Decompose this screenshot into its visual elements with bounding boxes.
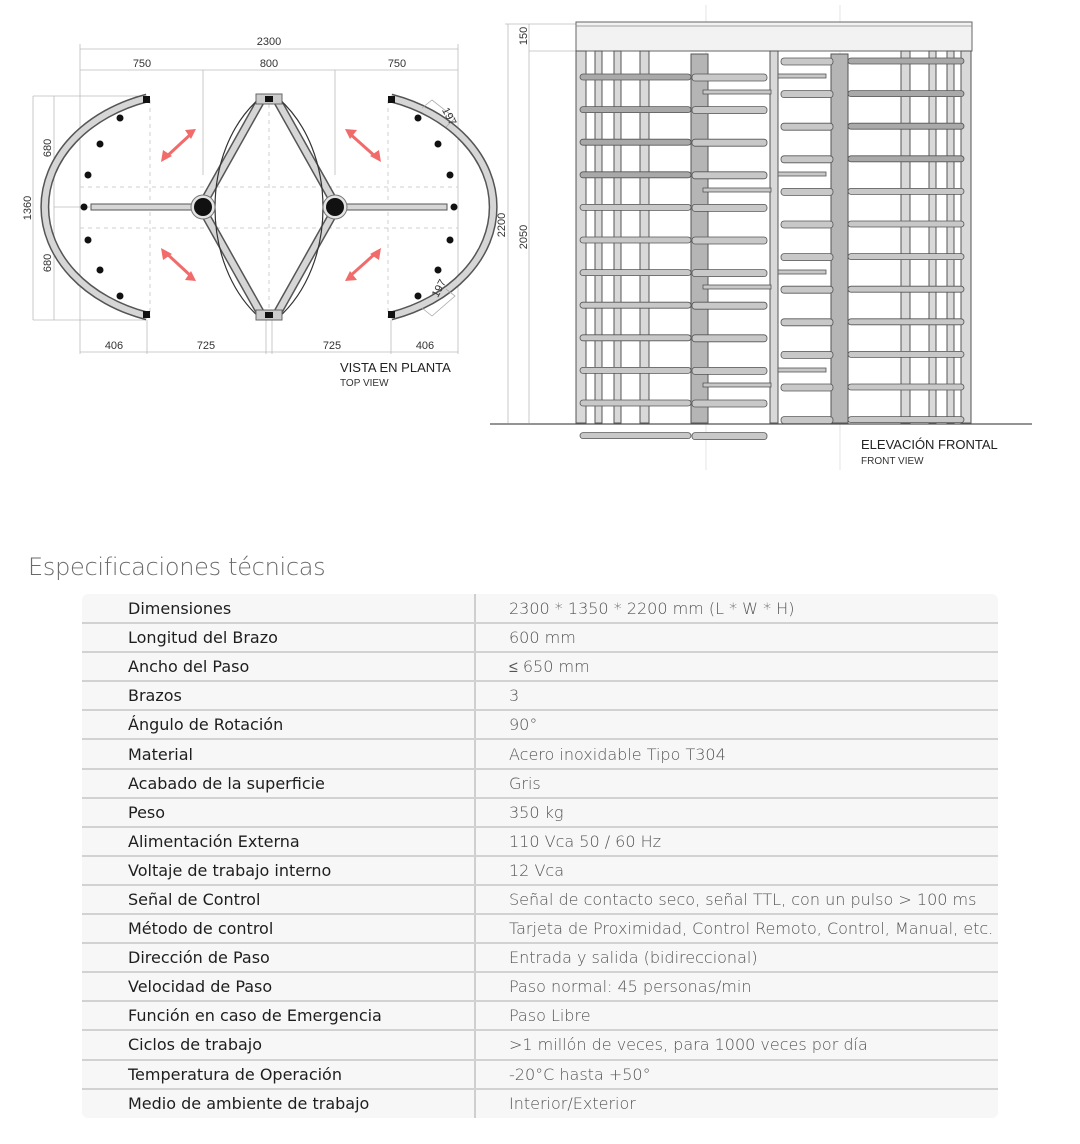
dim-bottom-center-right: 725 — [322, 340, 342, 352]
dim-right-section: 750 — [387, 58, 407, 70]
rotor-arm-right — [781, 254, 833, 261]
spec-label: Brazos — [82, 681, 475, 710]
spec-label: Ángulo de Rotación — [82, 710, 475, 739]
rotor-arm-left — [692, 270, 767, 277]
spec-row — [82, 914, 998, 943]
spec-value: Interior/Exterior — [509, 1094, 636, 1114]
spec-row — [82, 972, 998, 1001]
cage-bar-right — [848, 384, 964, 390]
spec-value: Acero inoxidable Tipo T304 — [475, 739, 998, 768]
rotor-arm-right — [781, 384, 833, 391]
stub-right — [778, 172, 826, 176]
spec-label: Ciclos de trabajo — [82, 1030, 475, 1059]
cage-bar-left — [580, 400, 691, 406]
rotor-arm-right — [781, 91, 833, 98]
rotor-arm-right — [781, 123, 833, 130]
rotor-arm-left — [692, 74, 767, 81]
front-view-subtitle: FRONT VIEW — [861, 456, 924, 467]
front-view-title: ELEVACIÓN FRONTAL — [861, 437, 998, 452]
spec-label: Acabado de la superficie — [82, 769, 475, 798]
spec-row — [82, 943, 998, 972]
spec-label: Peso — [82, 798, 475, 827]
cage-bar-right — [848, 156, 964, 162]
cage-bar-right — [848, 221, 964, 227]
stub-left — [703, 285, 771, 289]
rotor-arm-left — [692, 204, 767, 211]
rotor-arm-right — [781, 286, 833, 293]
spec-label: Medio de ambiente de trabajo — [82, 1089, 475, 1118]
dim-post-height: 2050 — [518, 224, 530, 250]
rotor-column-right — [831, 54, 848, 423]
spec-row — [82, 827, 998, 856]
cage-bar-left — [580, 204, 691, 210]
top-view-title: VISTA EN PLANTA — [340, 360, 451, 375]
spec-row — [82, 652, 998, 681]
cage-bar-right — [848, 286, 964, 292]
cage-bar-left — [580, 139, 691, 145]
cage-bar-right — [848, 351, 964, 357]
dim-segment-lower: 197 — [429, 277, 449, 300]
stub-right — [778, 368, 826, 372]
spec-label: Temperatura de Operación — [82, 1060, 475, 1089]
cage-bar-right — [848, 91, 964, 97]
dim-center-section: 800 — [259, 58, 279, 70]
spec-row — [82, 1030, 998, 1059]
spec-label: Longitud del Brazo — [82, 623, 475, 652]
spec-label: Ancho del Paso — [82, 652, 475, 681]
spec-value: 110 Vca 50 / 60 Hz — [475, 827, 998, 856]
spec-value: 350 kg — [475, 798, 998, 827]
rotor-arm-left — [692, 172, 767, 179]
rotor-arm-left — [692, 335, 767, 342]
dim-top-beam: 150 — [518, 26, 530, 46]
spec-label: Material — [82, 739, 475, 768]
cage-bar-left — [580, 74, 691, 80]
rotor-arm-right — [781, 156, 833, 163]
rotor-arm-left — [692, 400, 767, 407]
spec-label: Dimensiones — [82, 594, 475, 623]
rotor-arm-left — [692, 139, 767, 146]
front-view-drawing — [490, 5, 1032, 470]
spec-label: Función en caso de Emergencia — [82, 1001, 475, 1030]
cage-bar-left — [580, 237, 691, 243]
spec-value: 12 Vca — [475, 856, 998, 885]
spec-value: Señal de contacto seco, señal TTL, con un pulso > 100 ms — [475, 885, 998, 914]
rotor-arm-right — [781, 221, 833, 228]
cage-bar-right — [848, 417, 964, 423]
cage-bar-left — [580, 335, 691, 341]
spec-row — [82, 681, 998, 710]
rotor-arm-left — [692, 302, 767, 309]
technical-drawing — [0, 0, 1080, 480]
top-view-drawing — [22, 36, 493, 389]
spec-value: >1 millón de veces, para 1000 veces por día — [475, 1030, 998, 1059]
spec-value: 600 mm — [475, 623, 998, 652]
spec-row — [82, 769, 998, 798]
spec-label: Dirección de Paso — [82, 943, 475, 972]
rotor-arm-left — [692, 237, 767, 244]
cage-bar-left — [580, 433, 691, 439]
spec-row — [82, 623, 998, 652]
cage-bar-right — [848, 188, 964, 194]
cage-bar-left — [580, 367, 691, 373]
cage-bar-right — [848, 123, 964, 129]
stub-right — [778, 74, 826, 78]
dim-lower-half: 680 — [42, 253, 54, 273]
cage-bar-right — [848, 319, 964, 325]
rotor-arm-right — [781, 188, 833, 195]
cage-bar-right — [848, 58, 964, 64]
specs-title: Especificaciones técnicas — [28, 553, 326, 581]
cage-bar-left — [580, 302, 691, 308]
stub-right — [778, 270, 826, 274]
spec-value: Paso normal: 45 personas/min — [475, 972, 998, 1001]
cage-bar-left — [580, 270, 691, 276]
dim-segment-upper: 197 — [439, 105, 459, 128]
dim-bottom-center-left: 725 — [196, 340, 216, 352]
rotor-arm-right — [781, 417, 833, 424]
specs-table — [82, 594, 998, 1118]
spec-label: Señal de Control — [82, 885, 475, 914]
spec-row — [82, 710, 998, 739]
rotor-arm-left — [692, 367, 767, 374]
dim-total-width: 2300 — [256, 36, 282, 48]
dim-upper-half: 680 — [42, 138, 54, 158]
spec-value: Tarjeta de Proximidad, Control Remoto, Control, Manual, etc. — [475, 914, 998, 943]
dim-left-section: 750 — [132, 58, 152, 70]
rotor-arm-left — [692, 107, 767, 114]
top-view-subtitle: TOP VIEW — [340, 378, 389, 389]
rotor-arm-right — [781, 58, 833, 65]
spec-row — [82, 739, 998, 768]
spec-row — [82, 1060, 998, 1089]
spec-label: Método de control — [82, 914, 475, 943]
spec-row — [82, 885, 998, 914]
rotor-arm-right — [781, 351, 833, 358]
spec-label: Velocidad de Paso — [82, 972, 475, 1001]
spec-row — [82, 1001, 998, 1030]
spec-value: 3 — [475, 681, 998, 710]
dim-bottom-right: 406 — [415, 340, 435, 352]
spec-value: Gris — [475, 769, 998, 798]
cage-bar-left — [580, 172, 691, 178]
spec-row — [82, 856, 998, 885]
spec-row — [82, 1089, 998, 1118]
stub-left — [703, 90, 771, 94]
spec-row — [82, 594, 998, 623]
spec-row — [82, 798, 998, 827]
rotor-arm-left — [692, 433, 767, 440]
stub-left — [703, 188, 771, 192]
dim-bottom-left: 406 — [104, 340, 124, 352]
spec-value: 2300 * 1350 * 2200 mm (L * W * H) — [475, 594, 998, 623]
dim-total-height: 2200 — [496, 212, 508, 238]
spec-value: Paso Libre — [475, 1001, 998, 1030]
spec-label: Voltaje de trabajo interno — [82, 856, 475, 885]
spec-value: ≤ 650 mm — [475, 652, 998, 681]
cage-bar-right — [848, 254, 964, 260]
stub-left — [703, 383, 771, 387]
spec-label: Alimentación Externa — [82, 827, 475, 856]
spec-value: 90° — [475, 710, 998, 739]
rotor-arm-right — [781, 319, 833, 326]
spec-value: Entrada y salida (bidireccional) — [475, 943, 998, 972]
cage-bar-left — [580, 107, 691, 113]
spec-value: -20°C hasta +50° — [475, 1060, 998, 1089]
dim-total-depth: 1360 — [22, 195, 34, 221]
